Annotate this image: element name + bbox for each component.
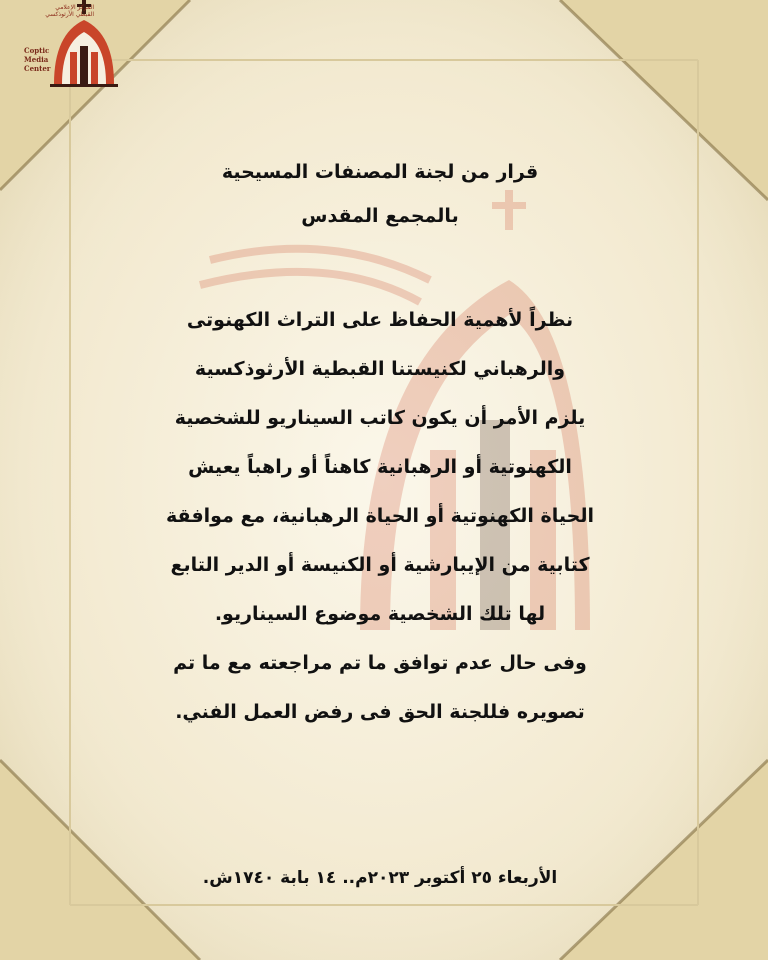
document-date: الأربعاء ٢٥ أكتوبر ٢٠٢٣م.. ١٤ بابة ١٧٤٠ش. xyxy=(202,868,558,888)
body-line-7: لها تلك الشخصية موضوع السيناريو. xyxy=(214,603,546,625)
decision-document xyxy=(120,150,640,737)
logo-english-line-1: Coptic xyxy=(24,46,50,55)
logo-english-text xyxy=(24,46,64,73)
logo-arabic-text xyxy=(44,4,94,18)
logo-arabic-line-2: القبطي الأرثوذكسي xyxy=(45,11,94,18)
body-line-1: نظراً لأهمية الحفاظ على التراث الكهنوتى xyxy=(186,309,574,331)
body-line-6: كتابية من الإيبارشية أو الكنيسة أو الدير التابع xyxy=(170,554,590,576)
body-line-4: الكهنوتية أو الرهبانية كاهناً أو راهباً يعيش xyxy=(188,456,572,478)
title-line-1: قرار من لجنة المصنفات المسيحية xyxy=(221,161,539,183)
logo-english-line-3: Center xyxy=(24,64,51,73)
logo-arabic-line-1: المركز الإعلامي xyxy=(55,4,94,11)
body-line-2: والرهباني لكنيستنا القبطية الأرثوذكسية xyxy=(194,358,566,380)
title-line-2: بالمجمع المقدس xyxy=(301,205,459,227)
logo-english-line-2: Media xyxy=(24,55,49,64)
document-title xyxy=(120,150,640,238)
body-line-3: يلزم الأمر أن يكون كاتب السيناريو للشخصية xyxy=(174,407,586,429)
body-line-8: وفى حال عدم توافق ما تم مراجعته مع ما تم xyxy=(173,652,587,674)
document-body xyxy=(120,296,640,737)
body-line-5: الحياة الكهنوتية أو الحياة الرهبانية، مع موافقة xyxy=(166,505,594,527)
body-line-9: تصويره فللجنة الحق فى رفض العمل الفني. xyxy=(175,701,585,723)
